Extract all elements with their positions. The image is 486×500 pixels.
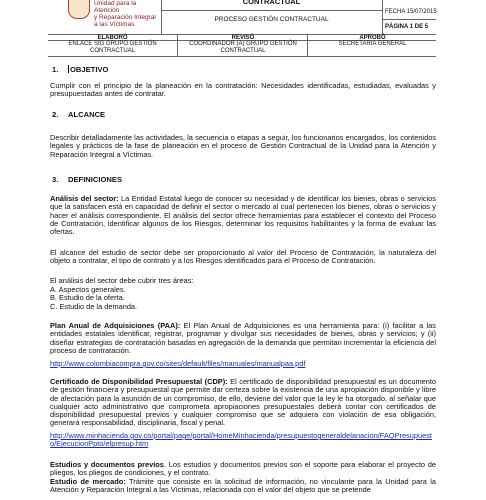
document-title: CONTRACTUAL — [161, 0, 382, 11]
signature-values-row: ENLACE SIG GRUPO GESTIÓN CONTRACTUAL COORDINADOR (A) GRUPO GESTIÓN CONTRACTUAL SECRETARIA GENERAL — [48, 40, 436, 57]
text-cursor — [68, 65, 69, 73]
coat-of-arms-icon — [68, 0, 90, 19]
cdp-link[interactable]: http://www.minhacienda.gov.co/portal/page/portal/HomeMinhacienda/presupuestogeneraldelanacion/FAQPresupuesto/EjecucionPpto/elpresup.htm — [50, 431, 432, 449]
definition-estudios: Estudios y documentos previos. Los estudios y documentos previos son el soporte para elaborar el proyecto de pliegos, los pliegos de condiciones, y el contrato. — [50, 460, 436, 478]
header-meta — [382, 0, 436, 34]
definition-cdp: Certificado de Disponibilidad Presupuestal (CDP): El certificado de disponibilidad presupuestal es un documento de gestión financiera y presupuestal que permite dar certeza sobre la existencia de una apropiación disponible y libre de afectación para la asunción de un compromiso, de ello, deviene del valor que la ley le ha otorgado, al señalar que cualquier acto administrativo que comprometa apropiaciones presupuestales deberá contar con certificados de disponibilidad presupuestal previos y cualquier compromiso que se adquiera con violación de esa obligación, generará responsabilidad, disciplinaria, fiscal y penal. — [50, 377, 436, 428]
logo — [48, 0, 162, 34]
header-title-cell — [161, 0, 383, 34]
list-item: A. Aspectos generales. — [50, 285, 126, 294]
sector-areas-intro: El análisis del sector debe cubrir tres áreas: — [50, 276, 194, 285]
objetivo-paragraph: Cumplir con el principio de la planeación en la contratación: Necesidades identificadas, estudiadas, evaluadas y presupuestadas antes de contratar. — [50, 81, 436, 99]
page-label: PÁGINA 1 DE 5 — [385, 24, 429, 30]
document-header — [48, 0, 436, 56]
list-item: C. Estudio de la demanda. — [50, 301, 138, 311]
sector-areas-list — [50, 286, 436, 311]
list-item: B. Estudio de la oferta. — [50, 293, 125, 303]
paa-link[interactable]: http://www.colombiacompra.gov.co/sites/default/files/manuales/manualpaa.pdf — [50, 359, 306, 368]
alcance-paragraph: Describir detalladamente las actividades, la secuencia o etapas a seguir, los funcionarios encargados, los contenidos legales y prácticos de la fase de planeación en el proceso de Gestión Contractual de la Unidad para la Atención y Reparación Integral a Víctimas. — [50, 133, 436, 159]
definition-paa: Plan Anual de Adquisiciones (PAA): El Plan Anual de Adquisiciones es una herramienta para: (i) facilitar a las entidades estatales identificar, registrar, programar y divulgar sus necesidades de bienes, obras y servicios; y (ii) diseñar estrategias de contratación basadas en agregación de la demanda que permitan incrementar la eficiencia del proceso de contratación. — [50, 321, 436, 355]
sector-scope-paragraph: El alcance del estudio de sector debe ser proporcionado al valor del Proceso de Contratación, la naturaleza del objeto a contratar, el tipo de contrato y a los Riesgos identificados para el Proceso de Contratación. — [50, 248, 436, 266]
date-label: FECHA 15/07/2015 — [385, 9, 437, 15]
signature-header-row: ELABORÓ REVISÓ APROBÓ — [48, 34, 436, 41]
logo-text: Unidad para la Atención y Reparación Integral a las Víctimas — [94, 0, 156, 28]
definition-estudio-mercado: Estudio de mercado: Trámite que consiste en la solicitud de información, no vinculante para la Unidad para la Atención y Reparación Integral a las Víctimas, relacionada con el valor del objeto que se pretende — [50, 477, 436, 495]
process-name: PROCESO GESTIÓN CONTRACTUAL — [214, 16, 329, 23]
definition-analisis-sector: Análisis del sector: La Entidad Estatal luego de conocer su necesidad y de identificar los bienes, obras o servicios que la satisfacen está en capacidad de definir el sector o mercado al cual pertenecen los bienes, obras o servicios y hacer el análisis correspondiente. El análisis del sector ofrece herramientas para establecer el contexto del Proceso de Contratación, identificar algunos de los Riesgos, determinar los requisitos habilitantes y la forma de evaluar las ofertas. — [50, 194, 436, 237]
